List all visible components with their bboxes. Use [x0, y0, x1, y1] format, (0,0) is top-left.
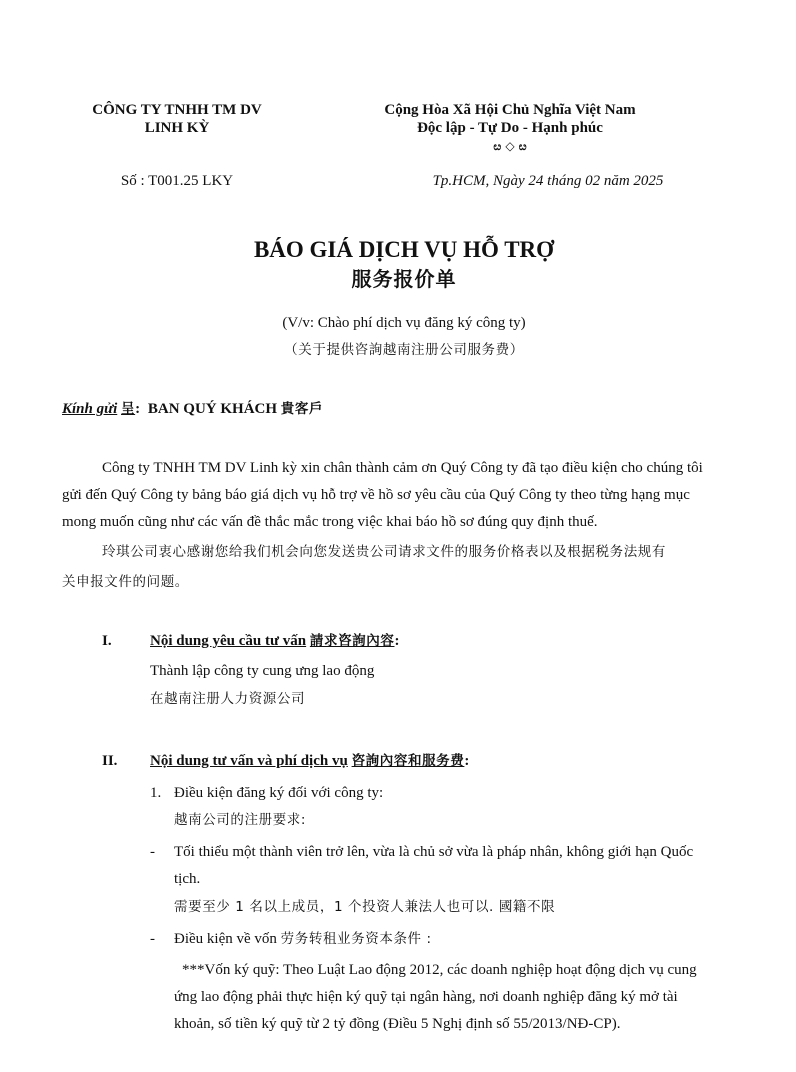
intro-paragraph-line3: mong muốn cũng như các vấn đề thắc mắc trong việc khai báo hồ sơ đúng quy định thuế. — [62, 514, 598, 530]
document-number: Số : T001.25 LKY — [120, 173, 234, 189]
bullet2-line — [174, 929, 432, 949]
deposit-line3: khoản, số tiền ký quỹ từ 2 tỷ đồng (Điều 5 Nghị định số 55/2013/NĐ-CP). — [174, 1016, 621, 1032]
company-name-block — [62, 101, 292, 137]
bullet1-line1: Tối thiểu một thành viên trở lên, vừa là chủ sở vừa là pháp nhân, không giới hạn Quốc — [174, 844, 694, 860]
item1-number: 1. — [150, 785, 162, 801]
greeting-line — [62, 398, 323, 420]
place-and-date: Tp.HCM, Ngày 24 tháng 02 năm 2025 — [432, 173, 664, 189]
recipient-name-cjk: 貴客戶 — [280, 401, 324, 417]
section2-number: II. — [102, 753, 118, 769]
intro-cjk-line1: 玲琪公司衷心感谢您给我们机会向您发送贵公司请求文件的服务价格表以及根据税务法规有 — [102, 544, 666, 560]
section2-heading — [150, 751, 469, 771]
intro-paragraph-line1: Công ty TNHH TM DV Linh kỳ xin chân thành cảm ơn Quý Công ty đã tạo điều kiện cho chúng tôi — [102, 460, 703, 476]
item1-label: Điều kiện đăng ký đối với công ty: — [174, 785, 384, 801]
company-name-line1: CÔNG TY TNHH TM DV — [92, 102, 262, 118]
subject-line: (V/v: Chào phí dịch vụ đăng ký công ty) — [282, 315, 526, 331]
national-motto-block — [360, 101, 660, 155]
item1-label-cjk: 越南公司的注册要求: — [174, 812, 307, 828]
bullet1-dash: - — [150, 844, 155, 860]
section1-heading-cjk: 請求咨詢內容 — [309, 633, 395, 649]
bullet2-label: Điều kiện về vốn — [174, 931, 277, 947]
greeting-colon: : — [135, 401, 141, 417]
bullet2-label-cjk: 劳务转租业务资本条件 : — [280, 931, 432, 947]
bullet1-line2: tịch. — [174, 871, 201, 887]
bullet2-dash: - — [150, 931, 155, 947]
intro-paragraph-line2: gửi đến Quý Công ty bảng báo giá dịch vụ hỗ trợ về hồ sơ yêu cầu của Quý Công ty theo từng hạng mục — [62, 487, 690, 503]
deposit-line1: ***Vốn ký quỹ: Theo Luật Lao động 2012, các doanh nghiệp hoạt động dịch vụ cung — [182, 962, 697, 978]
document-title: BÁO GIÁ DỊCH VỤ HỖ TRỢ — [253, 237, 555, 262]
deposit-line2: ứng lao động phải thực hiện ký quỹ tại ngân hàng, nơi doanh nghiệp đăng ký mở tài — [174, 989, 678, 1005]
section2-heading-text: Nội dung tư vấn và phí dịch vụ — [150, 753, 348, 769]
greeting-label-cjk: 呈 — [121, 401, 136, 417]
section1-number: I. — [102, 633, 112, 649]
section1-heading — [150, 631, 399, 651]
section1-colon: : — [394, 633, 400, 649]
company-name-line2: LINH KỲ — [144, 120, 210, 136]
section2-heading-cjk: 咨詢內容和服务费 — [351, 753, 465, 769]
greeting-label: Kính gửi — [62, 401, 118, 417]
national-title: Cộng Hòa Xã Hội Chủ Nghĩa Việt Nam — [384, 102, 636, 118]
section2-colon: : — [464, 753, 470, 769]
ornament-divider: ೞ ◇ ೞ — [493, 139, 527, 153]
section1-content: Thành lập công ty cung ưng lao động — [150, 663, 375, 679]
section1-content-cjk: 在越南注册人力资源公司 — [150, 691, 306, 707]
intro-cjk-line2: 关申报文件的问题。 — [62, 574, 189, 590]
section1-heading-text: Nội dung yêu cầu tư vấn — [150, 633, 307, 649]
bullet1-cjk: 需要至少 1 名以上成员，1 个投资人兼法人也可以. 國籍不限 — [174, 899, 556, 915]
document-title-cjk: 服务报价单 — [351, 267, 457, 291]
national-motto: Độc lập - Tự Do - Hạnh phúc — [417, 120, 603, 136]
recipient-name: BAN QUÝ KHÁCH — [147, 401, 278, 417]
subject-line-cjk: （关于提供咨詢越南注册公司服务费） — [284, 342, 524, 358]
